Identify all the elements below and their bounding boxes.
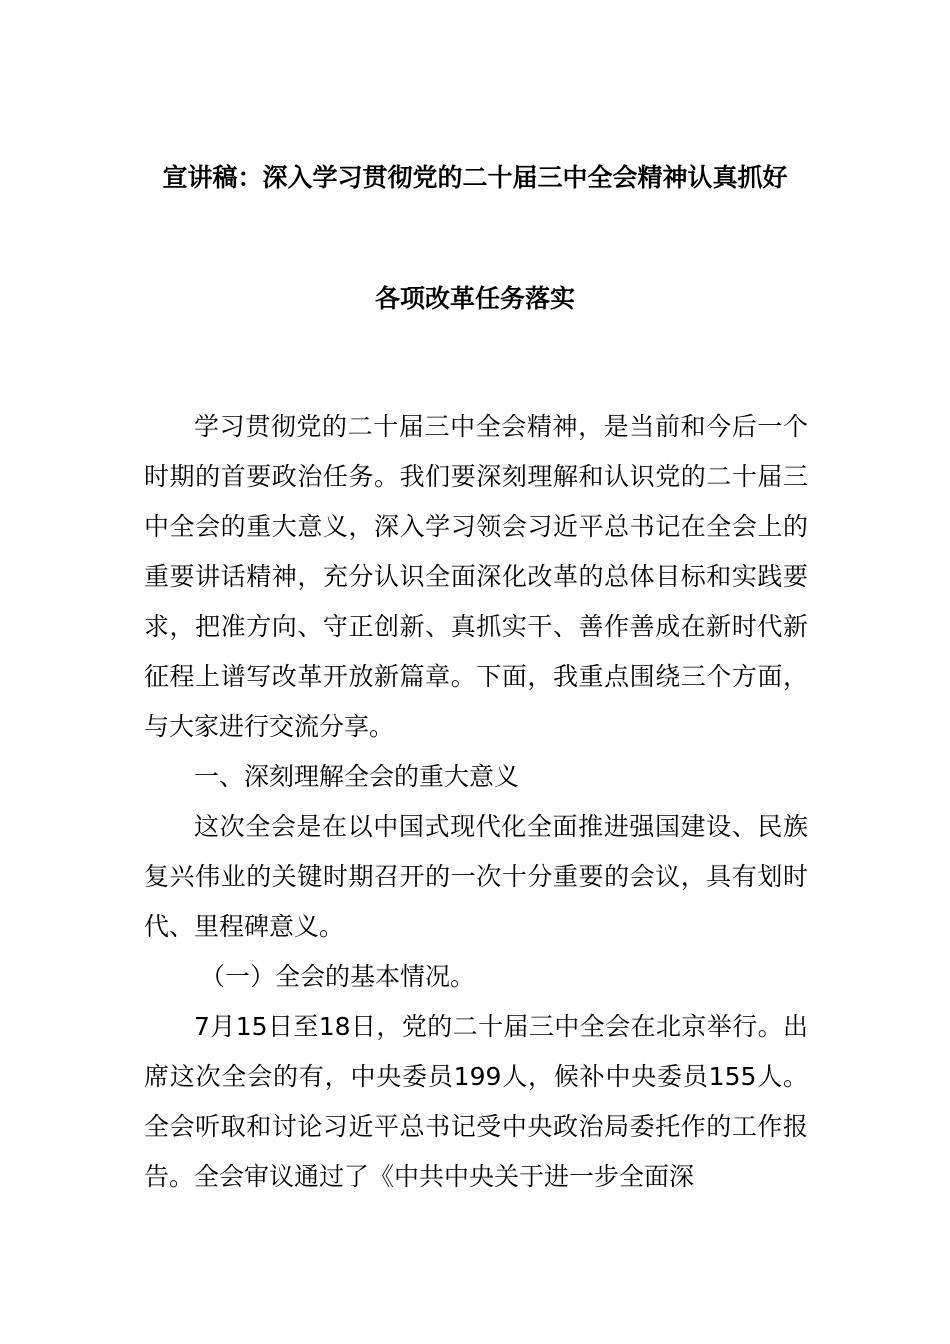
intro-paragraph: 学习贯彻党的二十届三中全会精神，是当前和今后一个时期的首要政治任务。我们要深刻理解和认识党的二十届三中全会的重大意义，深入学习领会习近平总书记在全会上的重要讲话精神，充分认识全面深化改革的总体目标和实践要求，把准方向、守正创新、真抓实干、善作善成在新时代新征程上谱写改革开放新篇章。下面，我重点围绕三个方面，与大家进行交流分享。: [144, 412, 808, 741]
document-body: [144, 402, 808, 1202]
subsection-1-paragraph: 7月15日至18日，党的二十届三中全会在北京举行。出席这次全会的有，中央委员199人，候补中央委员155人。全会听取和讨论习近平总书记受中央政治局委托作的工作报告。全会审议通过了《中共中央关于进一步全面深: [144, 1012, 808, 1191]
subsection-heading-1: （一）全会的基本情况。: [200, 962, 476, 991]
document-title-line-1: 宣讲稿：深入学习贯彻党的二十届三中全会精神认真抓好: [162, 163, 788, 192]
section-heading-1: 一、深刻理解全会的重大意义: [194, 762, 520, 791]
section-1-paragraph: 这次全会是在以中国式现代化全面推进强国建设、民族复兴伟业的关键时期召开的一次十分重要的会议，具有划时代、里程碑意义。: [144, 812, 808, 941]
document-title-line-2: 各项改革任务落实: [374, 284, 575, 313]
